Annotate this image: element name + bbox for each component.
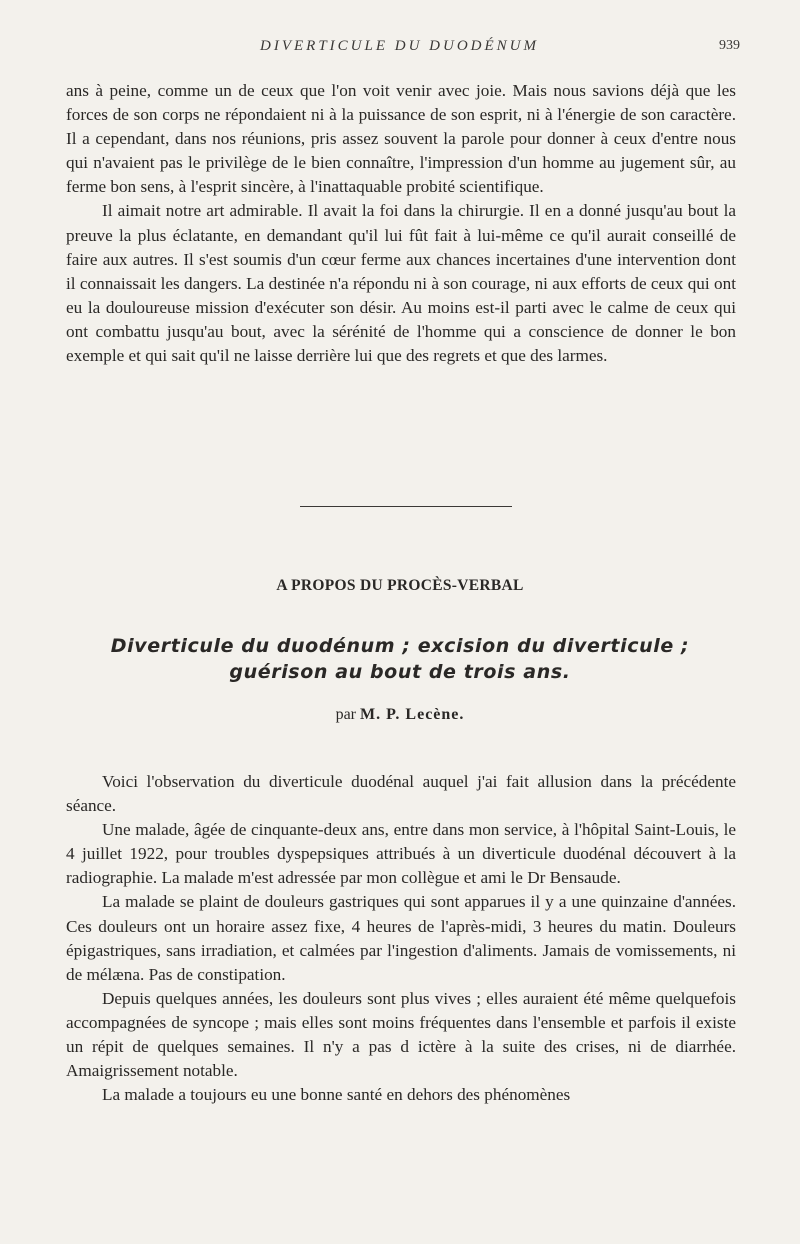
paragraph: Il aimait notre art admirable. Il avait la foi dans la chirurgie. Il en a donné jusqu'au bout la preuve la plus éclatante, en demandant qu'il lui fût fait à lui-même ce qu'il aurait conseillé de faire aux autres. Il s'est soumis d'un cœur ferme aux chances incertaines d'une intervention dont il connaissait les dangers. La destinée n'a répondu ni à son courage, ni aux efforts de ceux qui ont eu la douloureuse mission d'exécuter son désir. Au moins est-il parti avec le calme de ceux qui ont combattu jusqu'au bout, avec la sérénité de l'homme qui a conscience de donner le bon exemple et qui sait qu'il ne laisse derrière lui que des regrets et que des larmes.	[66, 201, 736, 366]
running-head	[60, 38, 740, 60]
article-title	[0, 633, 800, 685]
eulogy-text	[66, 79, 736, 368]
section-divider	[300, 506, 512, 507]
observation-text	[66, 770, 736, 1107]
page-number: 939	[719, 38, 740, 53]
paragraph: Voici l'observation du diverticule duodénal auquel j'ai fait allusion dans la précédente séance.	[66, 772, 736, 816]
running-title: DIVERTICULE DU DUODÉNUM	[260, 38, 539, 54]
section-heading: A PROPOS DU PROCÈS-VERBAL	[276, 577, 524, 594]
paragraph: ans à peine, comme un de ceux que l'on voit venir avec joie. Mais nous savions déjà que les forces de son corps ne répondaient ni à la puissance de son esprit, ni à l'énergie de son caractère. Il a cependant, dans nos réunions, pris assez souvent la parole pour donner à ceux d'entre nous qui n'avaient pas le privilège de le bien connaître, l'impression d'un homme au jugement sûr, au ferme bon sens, à l'esprit sincère, à l'inattaquable probité scientifique.	[66, 81, 736, 197]
byline-prefix: par	[335, 706, 357, 723]
paragraph: La malade se plaint de douleurs gastriques qui sont apparues il y a une quinzaine d'années. Ces douleurs ont un horaire assez fixe, 4 heures de l'après-midi, 3 heures du matin. Douleurs épigastriques, sans irradiation, et calmées par l'ingestion d'aliments. Jamais de vomissements, ni de mélæna. Pas de constipation.	[66, 892, 736, 984]
article-title-line: guérison au bout de trois ans.	[229, 661, 571, 683]
paragraph: Depuis quelques années, les douleurs sont plus vives ; elles auraient été même quelquefois accompagnées de syncope ; mais elles sont moins fréquentes dans l'ensemble et parfois il existe un répit de quelques semaines. Il n'y a pas d ictère à la suite des crises, ni de diarrhée. Amaigrissement notable.	[66, 988, 736, 1081]
byline	[0, 706, 800, 724]
byline-author: M. P. Lecène.	[360, 706, 465, 723]
article-title-line: Diverticule du duodénum ; excision du diverticule ;	[110, 635, 690, 657]
paragraph: Une malade, âgée de cinquante-deux ans, entre dans mon service, à l'hôpital Saint-Louis, le 4 juillet 1922, pour troubles dyspepsiques attribués à un diverticule duodénal découvert à la radiographie. La malade m'est adressée par mon collègue et ami le Dr Bensaude.	[66, 820, 736, 888]
paragraph: La malade a toujours eu une bonne santé en dehors des phénomènes	[102, 1085, 571, 1105]
